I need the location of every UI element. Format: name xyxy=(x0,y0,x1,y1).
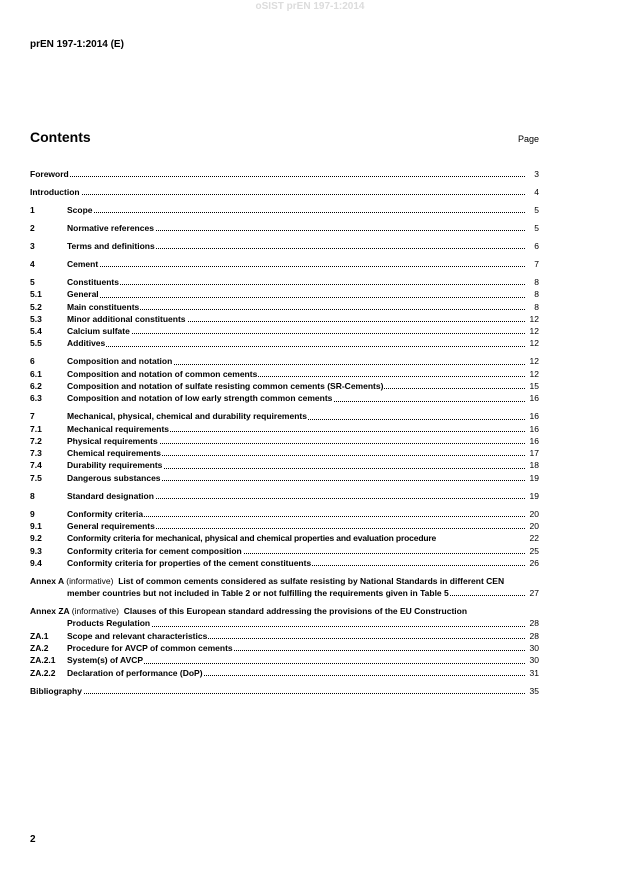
toc-entry-za-2-1[interactable] xyxy=(30,654,539,666)
toc-number: 5.1 xyxy=(30,289,42,300)
toc-entry-za-2-2[interactable] xyxy=(30,667,539,679)
toc-page: 26 xyxy=(529,557,539,568)
toc-number: 7.2 xyxy=(30,435,42,446)
toc-number: 3 xyxy=(30,240,35,251)
toc-title: Composition and notation of common cements xyxy=(67,368,258,379)
toc-page: 7 xyxy=(534,258,539,269)
toc-entry-5-1[interactable] xyxy=(30,288,539,300)
toc-number: 7 xyxy=(30,411,35,422)
toc-entry-7-4[interactable] xyxy=(30,459,539,471)
toc-title: Dangerous substances xyxy=(67,472,161,483)
toc-entry-foreword[interactable] xyxy=(30,168,539,180)
toc-title: Conformity criteria xyxy=(67,508,144,519)
toc-page: 30 xyxy=(529,655,539,666)
annex-title: List of common cements considered as sulfate resisting by National Standards in different CEN member countries but not included in Table 2 or not fulfilling the requirements given in Table 5 xyxy=(67,575,505,599)
toc-title: Scope xyxy=(67,204,93,215)
annex-title: Clauses of this European standard addressing the provisions of the EU Construction Products Regulation xyxy=(67,606,468,629)
toc-entry-9-1[interactable] xyxy=(30,520,539,532)
toc-page: 16 xyxy=(529,435,539,446)
toc-title: General requirements xyxy=(67,521,155,531)
toc-title: Chemical requirements xyxy=(67,448,162,459)
toc-page: 5 xyxy=(534,204,539,215)
toc-title: Foreword xyxy=(30,169,69,179)
toc-number: 4 xyxy=(30,258,35,269)
toc-title: Durability requirements xyxy=(67,460,163,471)
toc-page: 3 xyxy=(534,169,539,179)
toc-title: Terms and definitions xyxy=(67,240,155,251)
page-column-label: Page xyxy=(517,134,539,144)
toc-number: 9.2 xyxy=(30,533,42,544)
toc-entry-2[interactable] xyxy=(30,222,539,234)
annex-informative: (informative) xyxy=(66,575,114,586)
table-of-contents xyxy=(30,168,539,697)
toc-number: ZA.1 xyxy=(30,630,49,641)
toc-page: 12 xyxy=(529,338,539,349)
toc-entry-7-2[interactable] xyxy=(30,435,539,447)
toc-title: Introduction xyxy=(30,186,80,197)
toc-page: 8 xyxy=(534,276,539,287)
toc-title: Constituents xyxy=(67,276,119,287)
toc-number: 5 xyxy=(30,276,35,287)
toc-title: Mechanical requirements xyxy=(67,423,170,434)
toc-title: Bibliography xyxy=(30,685,82,696)
toc-page: 19 xyxy=(529,472,539,483)
toc-page: 30 xyxy=(529,643,539,654)
toc-page: 35 xyxy=(529,685,539,696)
toc-entry-5-5[interactable] xyxy=(30,337,539,349)
toc-entry-5-2[interactable] xyxy=(30,301,539,313)
toc-number: 6.1 xyxy=(30,368,42,379)
watermark: oSIST prEN 197-1:2014 xyxy=(255,1,365,12)
toc-entry-3[interactable] xyxy=(30,240,539,252)
toc-entry-9-3[interactable] xyxy=(30,545,539,557)
toc-page: 8 xyxy=(534,301,539,312)
toc-entry-za-1[interactable] xyxy=(30,630,539,642)
toc-title: Conformity criteria for cement composition xyxy=(67,545,242,556)
toc-title: Composition and notation of sulfate resisting common cements (SR-Cements) xyxy=(67,380,384,391)
toc-page: 5 xyxy=(534,222,539,233)
toc-entry-9[interactable] xyxy=(30,508,539,520)
toc-number: 7.4 xyxy=(30,460,42,471)
annex-label: Annex ZA xyxy=(30,606,70,617)
toc-number: ZA.2.1 xyxy=(30,655,56,666)
toc-entry-za-2[interactable] xyxy=(30,642,539,654)
toc-page: 17 xyxy=(529,448,539,459)
annex-label: Annex A xyxy=(30,575,64,586)
toc-number: 9.4 xyxy=(30,557,42,568)
toc-page: 12 xyxy=(529,356,539,367)
toc-number: 7.1 xyxy=(30,423,42,434)
toc-title: Minor additional constituents xyxy=(67,313,186,324)
toc-entry-6[interactable] xyxy=(30,355,539,367)
toc-entry-9-4[interactable] xyxy=(30,557,539,569)
toc-entry-bibliography[interactable] xyxy=(30,685,539,697)
toc-page: 28 xyxy=(529,630,539,641)
toc-title: Additives xyxy=(67,338,106,349)
toc-page: 31 xyxy=(529,667,539,678)
toc-number: 5.2 xyxy=(30,301,42,312)
toc-page: 20 xyxy=(529,508,539,519)
toc-page: 4 xyxy=(534,186,539,197)
toc-entry-5-3[interactable] xyxy=(30,313,539,325)
toc-page: 16 xyxy=(529,411,539,422)
toc-entry-9-2[interactable] xyxy=(30,532,539,544)
toc-page: 6 xyxy=(534,240,539,251)
toc-number: ZA.2 xyxy=(30,643,49,654)
toc-entry-6-2[interactable] xyxy=(30,380,539,392)
toc-page: 15 xyxy=(529,380,539,391)
toc-entry-7-3[interactable] xyxy=(30,447,539,459)
toc-title: Scope and relevant characteristics xyxy=(67,630,208,641)
toc-title: Declaration of performance (DoP) xyxy=(67,667,203,678)
toc-page: 12 xyxy=(529,313,539,324)
toc-number: 9 xyxy=(30,508,35,519)
toc-number: 6.3 xyxy=(30,393,42,404)
toc-entry-5[interactable] xyxy=(30,276,539,288)
toc-title: Standard designation xyxy=(67,490,154,501)
toc-entry-6-3[interactable] xyxy=(30,392,539,404)
toc-number: 5.5 xyxy=(30,338,42,349)
toc-number: 9.1 xyxy=(30,521,42,531)
toc-number: 6 xyxy=(30,356,35,367)
toc-title: Physical requirements xyxy=(67,435,158,446)
toc-page: 16 xyxy=(529,423,539,434)
toc-title: Normative references xyxy=(67,222,154,233)
toc-page: 19 xyxy=(529,490,539,501)
toc-number: 1 xyxy=(30,204,35,215)
toc-number: 6.2 xyxy=(30,380,42,391)
toc-number: 5.4 xyxy=(30,326,42,337)
toc-title: Mechanical, physical, chemical and durability requirements xyxy=(67,411,307,422)
toc-entry-annex-a[interactable] xyxy=(30,575,539,600)
toc-title: Calcium sulfate xyxy=(67,326,130,337)
toc-title: Conformity criteria for mechanical, physical and chemical properties and evaluation procedure xyxy=(67,533,437,544)
toc-entry-4[interactable] xyxy=(30,258,539,270)
toc-page: 25 xyxy=(529,545,539,556)
toc-entry-introduction[interactable] xyxy=(30,186,539,198)
toc-number: 7.5 xyxy=(30,472,42,483)
toc-title: Main constituents xyxy=(67,301,140,312)
contents-heading: Contents xyxy=(30,129,91,145)
toc-number: 5.3 xyxy=(30,313,42,324)
toc-title xyxy=(30,576,504,598)
toc-page: 20 xyxy=(529,521,539,531)
annex-informative: (informative) xyxy=(71,606,119,617)
toc-title: System(s) of AVCP xyxy=(67,655,144,666)
toc-title: Procedure for AVCP of common cements xyxy=(67,643,233,654)
toc-entry-7[interactable] xyxy=(30,410,539,422)
toc-page: 12 xyxy=(529,326,539,337)
toc-number: 2 xyxy=(30,222,35,233)
toc-title: Composition and notation xyxy=(67,356,173,367)
toc-entry-annex-za[interactable] xyxy=(30,605,539,630)
toc-entry-7-1[interactable] xyxy=(30,423,539,435)
toc-page: 8 xyxy=(534,289,539,300)
toc-entry-1[interactable] xyxy=(30,204,539,216)
toc-page: 12 xyxy=(529,368,539,379)
toc-title: Conformity criteria for properties of the cement constituents xyxy=(67,557,312,568)
toc-title: General xyxy=(67,289,99,300)
toc-page: 28 xyxy=(529,618,539,629)
toc-entry-5-4[interactable] xyxy=(30,325,539,337)
toc-entry-6-1[interactable] xyxy=(30,368,539,380)
footer-page-number: 2 xyxy=(30,834,36,845)
toc-number: 9.3 xyxy=(30,545,42,556)
toc-title: Composition and notation of low early strength common cements xyxy=(67,393,333,404)
toc-entry-8[interactable] xyxy=(30,490,539,502)
toc-entry-7-5[interactable] xyxy=(30,472,539,484)
toc-page: 18 xyxy=(529,460,539,471)
toc-title: Cement xyxy=(67,258,99,269)
document-id: prEN 197-1:2014 (E) xyxy=(30,39,124,50)
toc-number: 8 xyxy=(30,490,35,501)
toc-number: 7.3 xyxy=(30,448,42,459)
toc-page: 22 xyxy=(529,533,539,544)
toc-number: ZA.2.2 xyxy=(30,667,56,678)
toc-page: 16 xyxy=(529,393,539,404)
toc-page: 27 xyxy=(529,588,539,599)
